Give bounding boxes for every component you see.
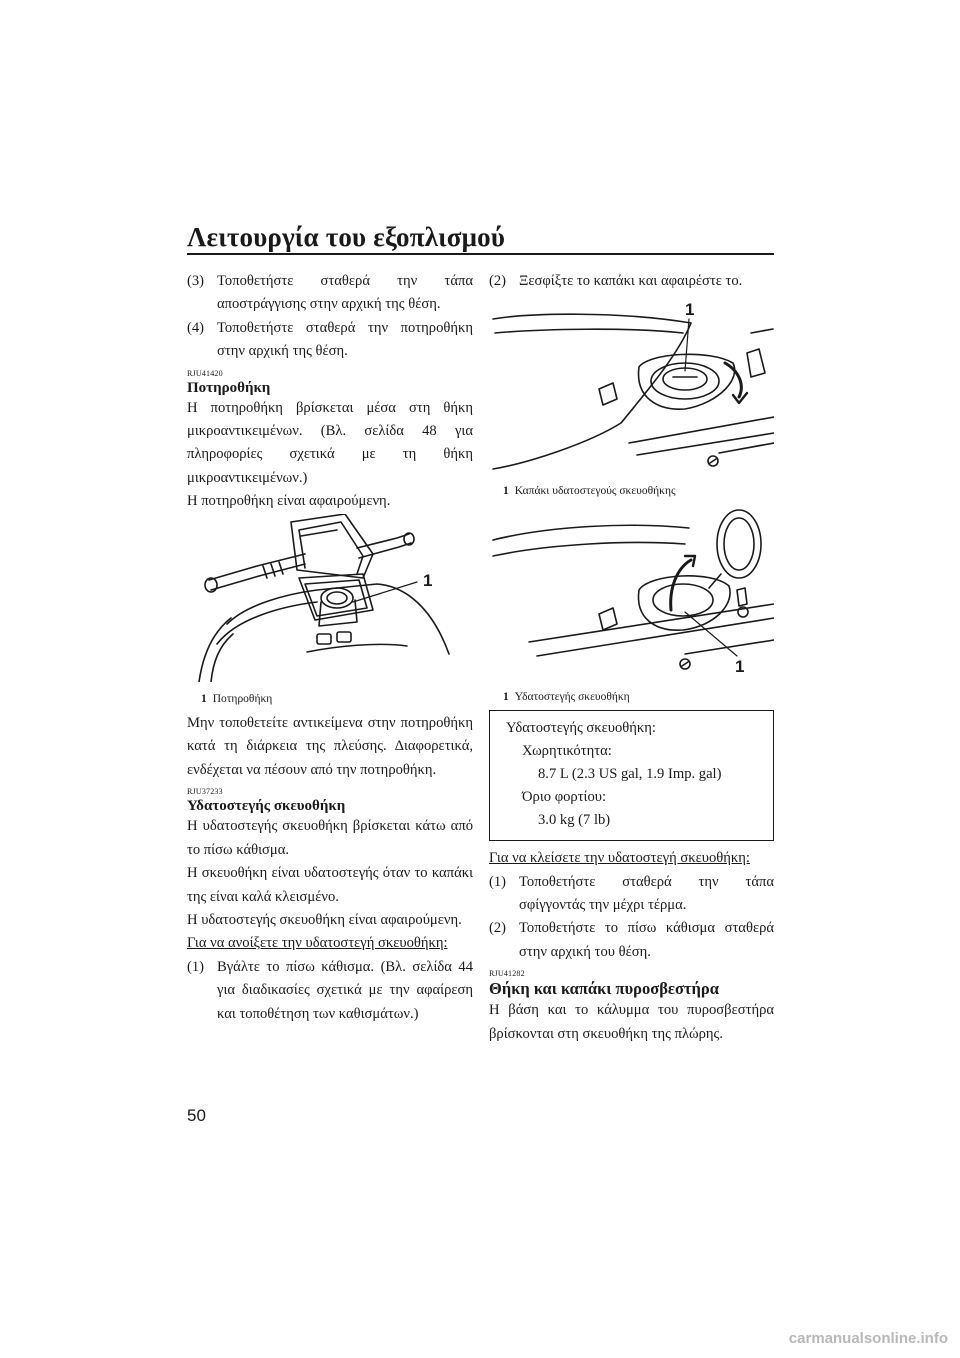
step-number: (1) — [187, 958, 205, 975]
subsection-title-open: Για να ανοίξετε την υδατοστεγή σκευοθήκη: — [187, 935, 448, 952]
step-number: (4) — [187, 319, 205, 336]
page-title: Λειτουργία του εξοπλισμού — [187, 222, 506, 252]
page-number: 50 — [187, 1106, 206, 1125]
paragraph: Η σκευοθήκη είναι υδατοστεγής όταν το καπάκι της είναι καλά κλεισμένο. — [187, 865, 473, 905]
step-number: (1) — [489, 873, 507, 890]
step-3 — [187, 270, 473, 317]
spec-box — [489, 710, 774, 841]
section-heading-cup-holder: Ποτηροθήκη — [187, 379, 271, 396]
open-step-1 — [187, 956, 473, 1026]
figure-cup-holder — [187, 514, 473, 706]
paragraph: Η υδατοστεγής σκευοθήκη βρίσκεται κάτω από το πίσω κάθισμα. — [187, 818, 473, 858]
caption-number: 1 — [503, 484, 509, 497]
spec-title: Υδατοστεγής σκευοθήκη: — [506, 720, 656, 737]
step-text: Τοποθετήστε σταθερά την ποτηροθήκη στην αρχική της θέση. — [217, 319, 473, 360]
spec-load-value: 3.0 kg (7 lb) — [538, 812, 611, 829]
step-text: Τοποθετήστε σταθερά την τάπα σφίγγοντάς την μέχρι τέρμα. — [519, 873, 774, 914]
close-step-2 — [489, 917, 774, 964]
figure-storage-open — [489, 504, 774, 704]
caption-text: Ποτηροθήκη — [212, 693, 273, 706]
caption-text: Καπάκι υδατοστεγούς σκευοθήκης — [514, 484, 676, 497]
paragraph: Η ποτηροθήκη είναι αφαιρούμενη. — [187, 493, 391, 510]
step-number: (2) — [489, 920, 507, 937]
figure-caption — [503, 484, 774, 498]
cup-holder-illustration — [187, 514, 473, 682]
step-number: (3) — [187, 273, 205, 289]
section-heading-watertight-storage: Υδατοστεγής σκευοθήκη — [187, 798, 346, 815]
section-heading-extinguisher: Θήκη και καπάκι πυροσβεστήρα — [489, 979, 719, 999]
open-step-2 — [489, 270, 774, 293]
close-step-1 — [489, 871, 774, 918]
watermark: carmanualsonline.info — [788, 1330, 948, 1347]
spec-capacity-value: 8.7 L (2.3 US gal, 1.9 Imp. gal) — [538, 766, 722, 783]
caption-text: Υδατοστεγής σκευοθήκη — [514, 691, 630, 704]
figure-storage-lid — [489, 293, 774, 497]
caption-number: 1 — [503, 691, 509, 704]
figure-callout: 1 — [685, 300, 695, 320]
left-column — [187, 270, 473, 1026]
header-rule — [187, 253, 774, 255]
figure-caption — [201, 692, 473, 706]
figure-caption — [503, 690, 774, 704]
storage-lid-illustration — [489, 293, 774, 473]
step-number: (2) — [489, 273, 507, 289]
caption-number: 1 — [201, 693, 207, 706]
step-text: Τοποθετήστε το πίσω κάθισμα σταθερά στην αρχική του θέση. — [519, 920, 774, 960]
figure-callout: 1 — [423, 570, 433, 590]
step-text: Ξεσφίξτε το καπάκι και αφαιρέστε το. — [519, 273, 743, 289]
step-text: Βγάλτε το πίσω κάθισμα. (Βλ. σελίδα 44 για διαδικασίες σχετικά με την αφαίρεση και τοποθέτηση των καθισμάτων.) — [217, 958, 473, 1022]
section-code: RJU37233 — [187, 787, 223, 797]
subsection-title-close: Για να κλείσετε την υδατοστεγή σκευοθήκη: — [489, 850, 750, 867]
section-code: RJU41420 — [187, 368, 223, 378]
spec-load-label: Όριο φορτίου: — [522, 789, 607, 806]
figure-callout: 1 — [735, 656, 745, 676]
storage-open-illustration — [489, 504, 774, 680]
paragraph: Μην τοποθετείτε αντικείμενα στην ποτηροθήκη κατά τη διάρκεια της πλεύσης. Διαφορετικά, ενδέχεται να πέσουν από την ποτηροθήκη. — [187, 715, 473, 778]
paragraph: Η υδατοστεγής σκευοθήκη είναι αφαιρούμενη. — [187, 911, 462, 928]
paragraph: Η βάση και το κάλυμμα του πυροσβεστήρα βρίσκονται στη σκευοθήκη της πλώρης. — [489, 1002, 774, 1042]
paragraph: Η ποτηροθήκη βρίσκεται μέσα στη θήκη μικροαντικειμένων. (Βλ. σελίδα 48 για πληροφορίες σχετικά με τη θήκη μικροαντικειμένων.) — [187, 399, 473, 486]
section-code: RJU41282 — [489, 969, 525, 979]
right-column — [489, 270, 774, 1046]
spec-capacity-label: Χωρητικότητα: — [522, 743, 612, 760]
step-4 — [187, 317, 473, 364]
step-text: Τοποθετήστε σταθερά την τάπα αποστράγγισης στην αρχική της θέση. — [217, 273, 473, 313]
